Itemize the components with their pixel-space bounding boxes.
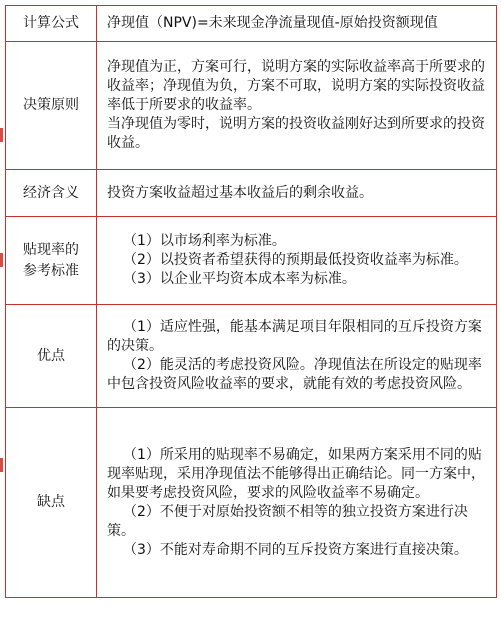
content-line: （3）以企业平均资本成本率为标准。 (123, 271, 356, 287)
row-label: 缺点 (6, 408, 97, 598)
table-row (6, 217, 497, 305)
left-edge-mark (0, 128, 3, 142)
row-content (97, 408, 497, 598)
content-line: （1）适应性强，能基本满足项目年限相同的互斥投资方案的决策。 (107, 319, 482, 354)
row-label: 优点 (6, 305, 97, 408)
content-line: 净现值（NPV)=未来现金净流量现值-原始投资额现值 (107, 15, 438, 31)
left-edge-mark (0, 458, 3, 472)
table-row (6, 42, 497, 170)
npv-table (5, 5, 497, 598)
row-content (97, 6, 497, 42)
row-label: 经济含义 (6, 170, 97, 217)
table-row (6, 305, 497, 408)
row-content (97, 42, 497, 170)
left-edge-mark (0, 253, 3, 267)
content-line: （2）能灵活的考虑投资风险。净现值法在所设定的贴现率中包含投资风险收益率的要求，就能有效的考虑投资风险。 (107, 357, 482, 392)
content-line: 投资方案收益超过基本收益后的剩余收益。 (107, 184, 373, 201)
content-line: （1）所采用的贴现率不易确定，如果两方案采用不同的贴现率贴现，采用净现值法不能够得出正确结论。同一方案中，如果要考虑投资风险，要求的风险收益率不易确定。 (107, 446, 485, 501)
content-line: （3）不能对寿命期不同的互斥投资方案进行直接决策。 (123, 541, 468, 558)
content-line: （1）以市场利率为标准。 (123, 233, 286, 249)
table-row (6, 170, 497, 217)
content-line: 净现值为正，方案可行，说明方案的实际收益率高于所要求的收益率；净现值为负，方案不可取，说明方案的实际投资收益率低于所要求的收益率。 (107, 59, 485, 113)
row-content (97, 305, 497, 408)
row-content (97, 170, 497, 217)
content-line: （2）以投资者希望获得的预期最低投资收益率为标准。 (123, 252, 468, 268)
table-row (6, 408, 497, 598)
content-line: （2）不便于对原始投资额不相等的独立投资方案进行决策。 (107, 503, 468, 539)
row-label: 决策原则 (6, 42, 97, 170)
table-row (6, 6, 497, 42)
row-label: 贴现率的 参考标准 (6, 217, 97, 305)
row-label: 计算公式 (6, 6, 97, 42)
content-line: 当净现值为零时，说明方案的投资收益刚好达到所要求的投资收益。 (107, 116, 485, 151)
row-content (97, 217, 497, 305)
